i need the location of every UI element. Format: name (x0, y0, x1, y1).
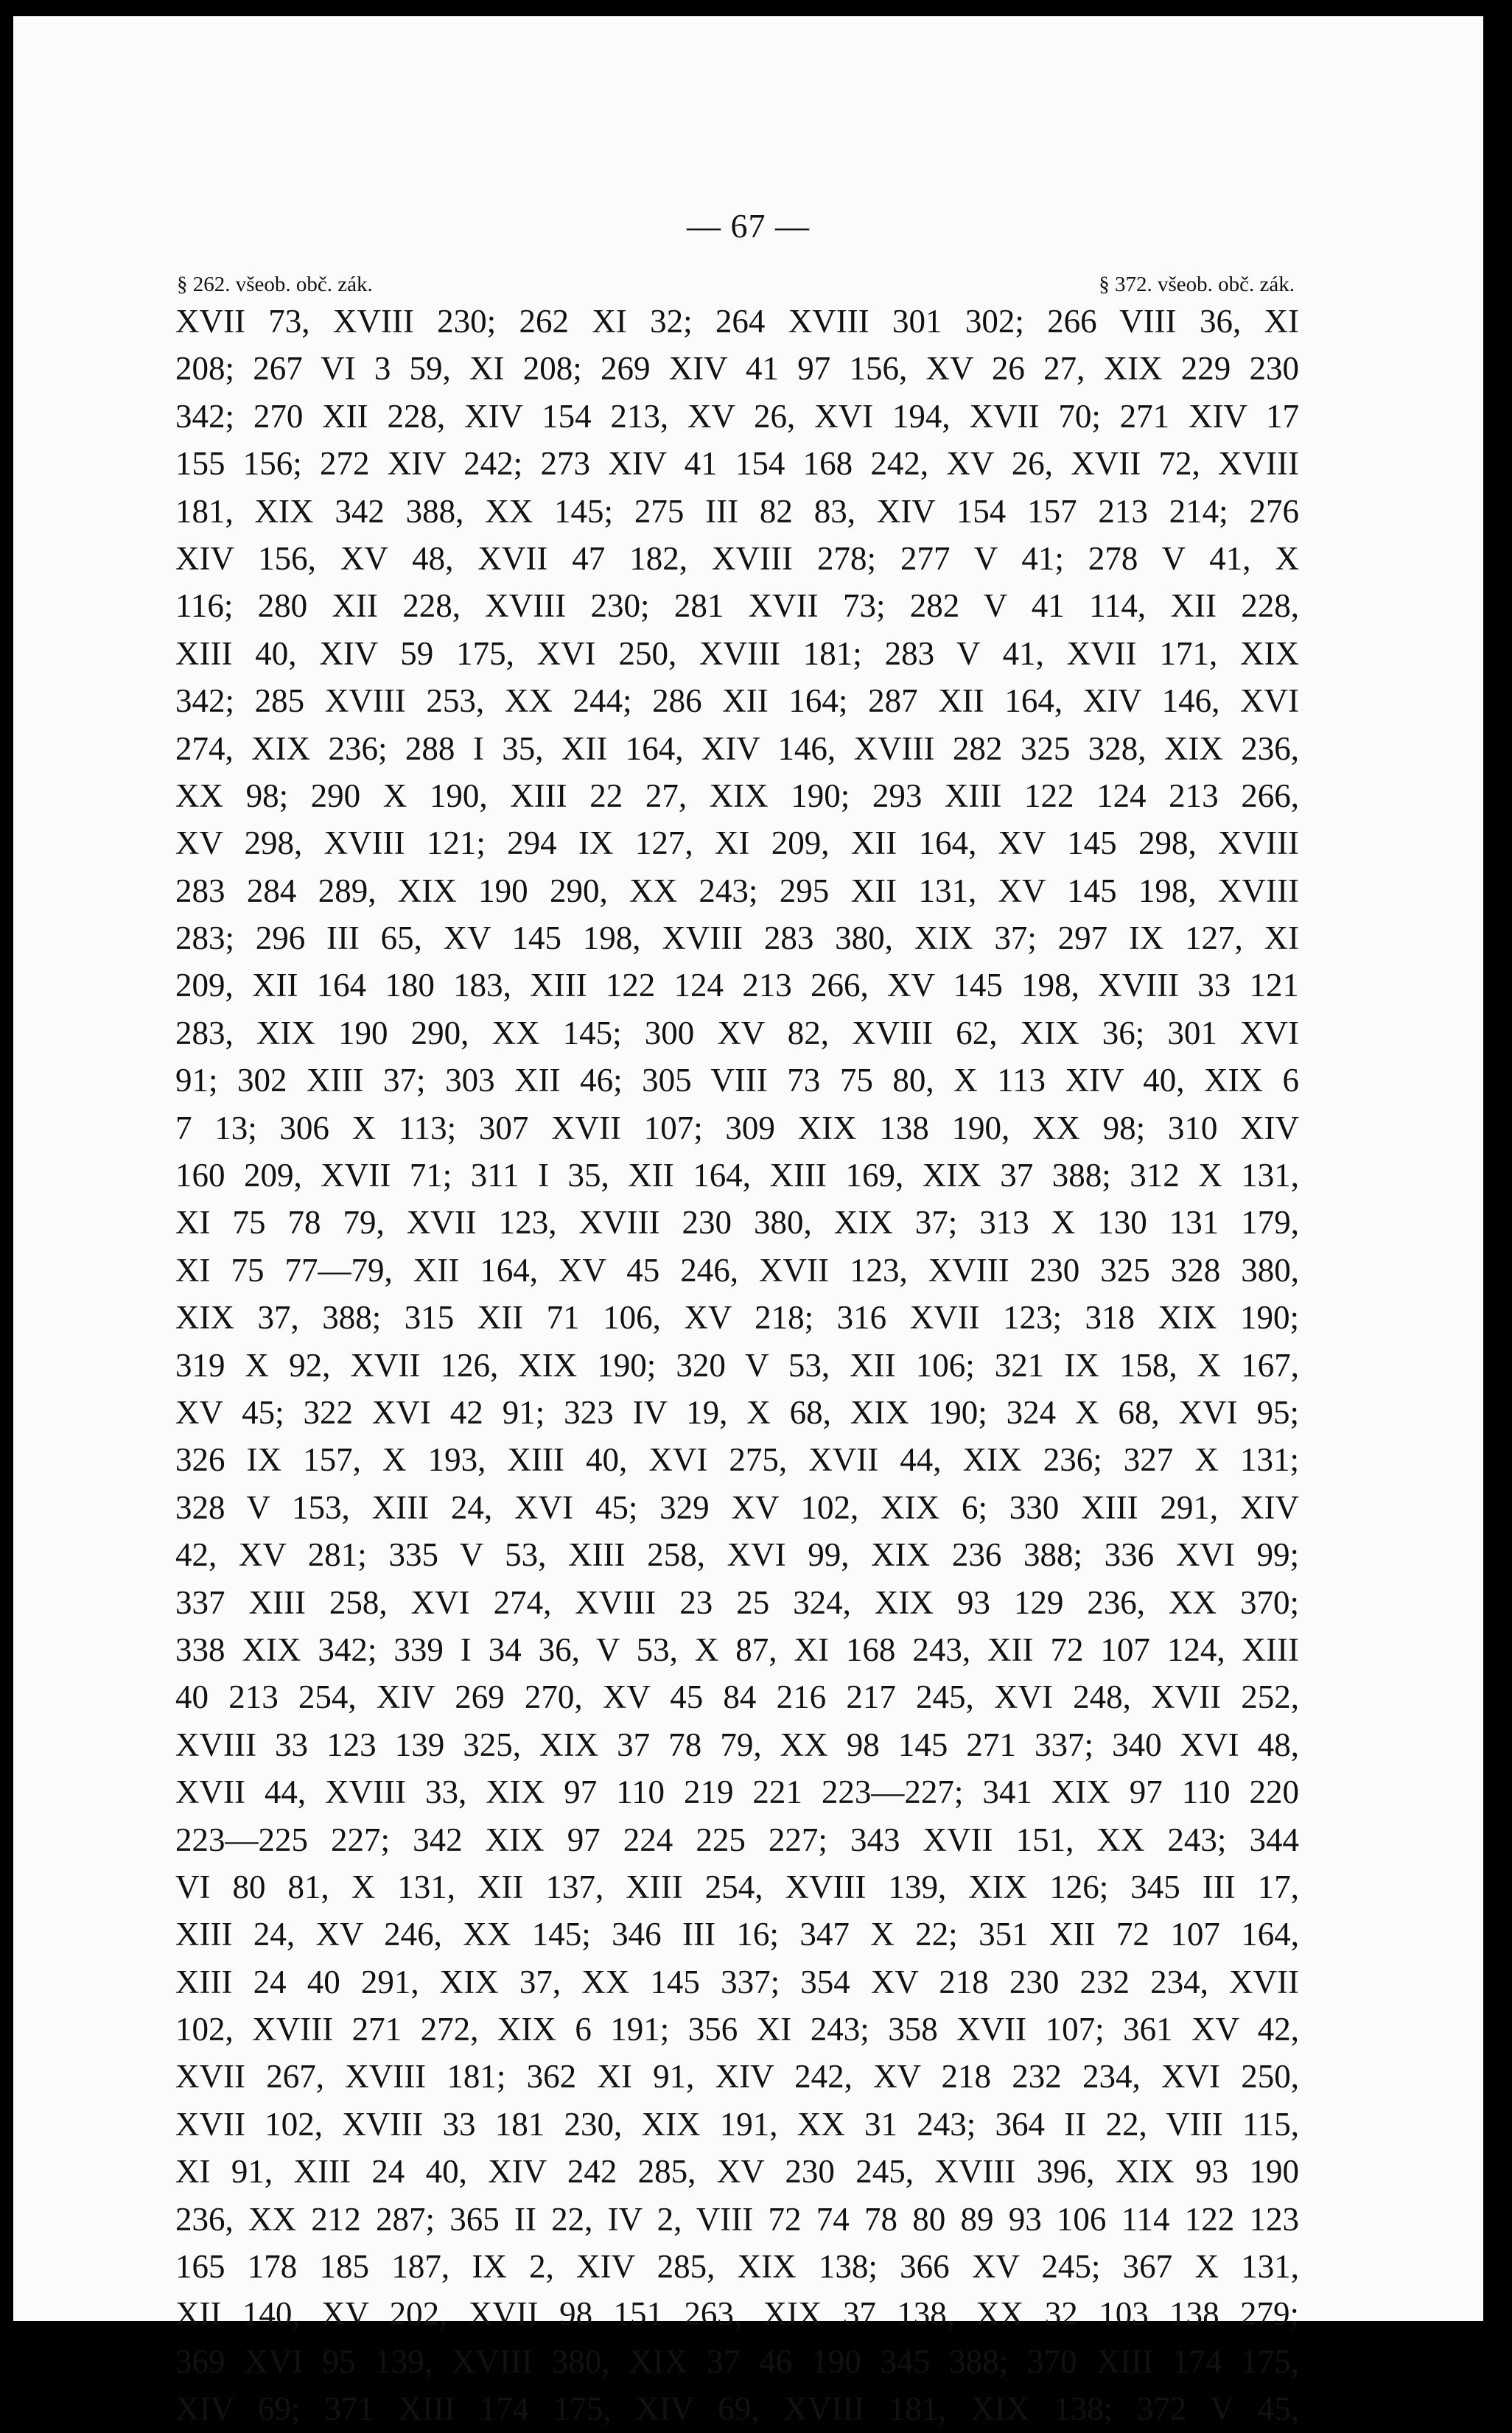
text-line: XIX 37, 388; 315 XII 71 106, XV 218; 316 XVII 123; 318 XIX 190; (175, 1299, 1299, 1337)
text-line: XV 298, XVIII 121; 294 IX 127, XI 209, XII 164, XV 145 298, XVIII (175, 825, 1299, 862)
text-line: 283, XIX 190 290, XX 145; 300 XV 82, XVIII 62, XIX 36; 301 XVI (175, 1014, 1299, 1051)
text-line: XVIII 33 123 139 325, XIX 37 78 79, XX 98 145 271 337; 340 XVI 48, (175, 1726, 1299, 1763)
text-line: 319 X 92, XVII 126, XIX 190; 320 V 53, XII 106; 321 IX 158, X 167, (175, 1346, 1299, 1384)
text-line: 40 213 254, XIV 269 270, XV 45 84 216 217 245, XVI 248, XVII 252, (175, 1678, 1299, 1716)
text-line: XIII 24 40 291, XIX 37, XX 145 337; 354 XV 218 230 232 234, XVII (175, 1963, 1299, 2000)
text-line: 181, XIX 342 388, XX 145; 275 III 82 83, XIV 154 157 213 214; 276 (175, 492, 1299, 530)
text-line: XIII 24, XV 246, XX 145; 346 III 16; 347 X 22; 351 XII 72 107 164, (175, 1916, 1299, 1953)
text-line: 208; 267 VI 3 59, XI 208; 269 XIV 41 97 156, XV 26 27, XIX 229 230 (175, 350, 1299, 388)
text-line: 342; 285 XVIII 253, XX 244; 286 XII 164; 287 XII 164, XIV 146, XVI (175, 682, 1299, 720)
running-header-right: § 372. všeob. obč. zák. (1099, 273, 1295, 296)
text-line: XVII 73, XVIII 230; 262 XI 32; 264 XVIII 301 302; 266 VIII 36, XI (175, 303, 1299, 340)
text-line: XVII 44, XVIII 33, XIX 97 110 219 221 223—227; 341 XIX 97 110 220 (175, 1774, 1299, 1811)
text-line: XIII 40, XIV 59 175, XVI 250, XVIII 181; 283 V 41, XVII 171, XIX (175, 634, 1299, 672)
text-line: 283; 296 III 65, XV 145 198, XVIII 283 380, XIX 37; 297 IX 127, XI (175, 920, 1299, 957)
text-line: XIV 69; 371 XIII 174 175, XIV 69, XVIII 181, XIX 138; 372 V 45, (175, 2390, 1299, 2428)
text-line: XVII 267, XVIII 181; 362 XI 91, XIV 242, XV 218 232 234, XVI 250, (175, 2058, 1299, 2096)
text-line: 369 XVI 95 139, XVIII 380, XIX 37 46 190 345 388; 370 XIII 174 175, (175, 2342, 1299, 2380)
text-line: 102, XVIII 271 272, XIX 6 191; 356 XI 243; 358 XVII 107; 361 XV 42, (175, 2011, 1299, 2048)
text-line: XIV 156, XV 48, XVII 47 182, XVIII 278; 277 V 41; 278 V 41, X (175, 539, 1299, 577)
text-line: 7 13; 306 X 113; 307 XVII 107; 309 XIX 138 190, XX 98; 310 XIV (175, 1109, 1299, 1147)
book-page (13, 16, 1483, 2428)
text-line: 116; 280 XII 228, XVIII 230; 281 XVII 73; 282 V 41 114, XII 228, (175, 587, 1299, 625)
text-line: XV 45; 322 XVI 42 91; 323 IV 19, X 68, XIX 190; 324 X 68, XVI 95; (175, 1393, 1299, 1431)
running-header-left: § 262. všeob. obč. zák. (177, 273, 373, 296)
text-line: 91; 302 XIII 37; 303 XII 46; 305 VIII 73 75 80, X 113 XIV 40, XIX 6 (175, 1062, 1299, 1099)
text-line: XII 140, XV 202, XVII 98 151 263, XIX 37 138, XX 32 103 138 279; (175, 2295, 1299, 2333)
text-line: XVII 102, XVIII 33 181 230, XIX 191, XX 31 243; 364 II 22, VIII 115, (175, 2105, 1299, 2143)
text-line: 328 V 153, XIII 24, XVI 45; 329 XV 102, XIX 6; 330 XIII 291, XIV (175, 1488, 1299, 1526)
text-line: 209, XII 164 180 183, XIII 122 124 213 266, XV 145 198, XVIII 33 121 (175, 967, 1299, 1004)
text-line: 155 156; 272 XIV 242; 273 XIV 41 154 168 242, XV 26, XVII 72, XVIII (175, 445, 1299, 483)
text-line: 160 209, XVII 71; 311 I 35, XII 164, XIII 169, XIX 37 388; 312 X 131, (175, 1157, 1299, 1194)
text-line: 274, XIX 236; 288 I 35, XII 164, XIV 146, XVIII 282 325 328, XIX 236, (175, 729, 1299, 767)
text-line: 337 XIII 258, XVI 274, XVIII 23 25 324, XIX 93 129 236, XX 370; (175, 1583, 1299, 1621)
text-line: VI 80 81, X 131, XII 137, XIII 254, XVIII 139, XIX 126; 345 III 17, (175, 1868, 1299, 1905)
text-line: 283 284 289, XIX 190 290, XX 243; 295 XII 131, XV 145 198, XVIII (175, 872, 1299, 909)
text-line: 326 IX 157, X 193, XIII 40, XVI 275, XVII 44, XIX 236; 327 X 131; (175, 1441, 1299, 1479)
text-line: 165 178 185 187, IX 2, XIV 285, XIX 138; 366 XV 245; 367 X 131, (175, 2248, 1299, 2286)
text-line: XI 91, XIII 24 40, XIV 242 285, XV 230 245, XVIII 396, XIX 93 190 (175, 2153, 1299, 2191)
page-number: — 67 — (687, 207, 810, 245)
text-line: 342; 270 XII 228, XIV 154 213, XV 26, XVI 194, XVII 70; 271 XIV 17 (175, 397, 1299, 435)
text-line: 223—225 227; 342 XIX 97 224 225 227; 343 XVII 151, XX 243; 344 (175, 1821, 1299, 1858)
text-line: XI 75 78 79, XVII 123, XVIII 230 380, XIX 37; 313 X 130 131 179, (175, 1204, 1299, 1242)
text-line: 42, XV 281; 335 V 53, XIII 258, XVI 99, XIX 236 388; 336 XVI 99; (175, 1536, 1299, 1574)
text-line: XI 75 77—79, XII 164, XV 45 246, XVII 123, XVIII 230 325 328 380, (175, 1251, 1299, 1289)
text-line: 338 XIX 342; 339 I 34 36, V 53, X 87, XI 168 243, XII 72 107 124, XIII (175, 1631, 1299, 1668)
text-line: 236, XX 212 287; 365 II 22, IV 2, VIII 72 74 78 80 89 93 106 114 122 123 (175, 2200, 1299, 2238)
text-line: XX 98; 290 X 190, XIII 22 27, XIX 190; 293 XIII 122 124 213 266, (175, 777, 1299, 814)
index-text-block (175, 298, 1299, 2433)
